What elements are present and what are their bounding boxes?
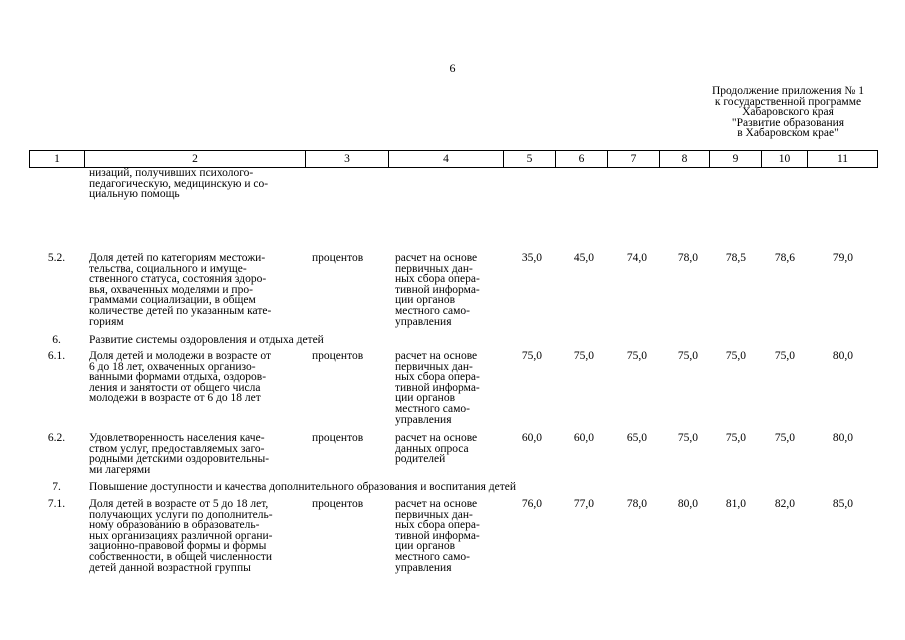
row-number: 6.1. [47,350,66,362]
text-line: детей данной возрастной группы [89,561,251,574]
row-number: 5.2. [47,252,66,264]
text-line: получающих услуги по дополнитель- [89,508,273,521]
unit: процентов [312,252,364,264]
column-number-cell: 3 [306,151,389,168]
calculation-method [395,499,505,573]
value-cell: 81,0 [725,498,746,510]
text-line: местного само- [395,402,470,415]
value-cell: 78,0 [626,498,647,510]
column-number-cell: 10 [762,151,808,168]
column-number-cell: 2 [85,151,306,168]
value-cell: 80,0 [832,350,853,362]
header-note-line: Хабаровского края [742,106,834,118]
section-number: 7. [52,481,61,493]
text-line: ванными формами отдыха, оздоров- [89,371,267,384]
section-number: 6. [52,334,61,346]
value-cell: 78,5 [725,252,746,264]
value-cell: 75,0 [626,350,647,362]
value-cell: 74,0 [626,252,647,264]
text-line: тивной информа- [395,529,480,542]
value-cell: 80,0 [677,498,698,510]
column-number-cell: 4 [389,151,504,168]
text-line: низаций, получивших психолого- [89,167,254,179]
text-line: Доля детей по категориям местожи- [89,252,266,264]
appendix-header-note [688,86,888,139]
header-note-line: в Хабаровском крае" [737,127,839,139]
indicator-name [89,351,299,404]
text-line: ции органов [395,540,455,553]
column-number-cell: 5 [504,151,556,168]
unit: процентов [312,350,364,362]
indicator-name [89,433,299,475]
page-number: 6 [449,61,456,75]
value-cell: 75,0 [774,432,795,444]
text-line: гориям [89,315,124,328]
text-line: Удовлетворенность населения каче- [89,432,265,444]
column-number-cell: 6 [556,151,608,168]
text-line: ции органов [395,392,455,405]
text-line: граммами социализации, в общем [89,294,256,307]
value-cell: 82,0 [774,498,795,510]
text-line: 6 до 18 лет, охваченных организо- [89,360,256,373]
text-line: вья, охваченных моделями и про- [89,283,253,296]
text-line: первичных дан- [395,262,473,275]
text-line: циальную помощь [89,188,180,201]
text-line: управления [395,315,452,328]
value-cell: 80,0 [832,432,853,444]
text-line: собственности, в общей численности [89,550,273,563]
column-number-cell: 8 [660,151,710,168]
indicator-name [89,253,299,327]
indicator-name [89,499,299,573]
header-note-line: "Развитие образования [731,116,845,129]
text-line: местного само- [395,550,470,563]
column-number-cell: 9 [710,151,762,168]
value-cell: 85,0 [832,498,853,510]
text-line: первичных дан- [395,508,473,521]
text-line: ственного статуса, состояния здоро- [89,273,267,286]
text-line: тивной информа- [395,381,480,394]
text-line: местного само- [395,304,470,317]
text-line: расчет на основе [395,350,478,362]
value-cell: 65,0 [626,432,647,444]
text-line: молодежи в возрасте от 6 до 18 лет [89,392,261,405]
calculation-method [395,433,505,465]
text-line: ных сбора опера- [395,519,480,532]
text-line: Доля детей в возрасте от 5 до 18 лет, [89,498,269,510]
value-cell: 75,0 [521,350,542,362]
text-line: зационно-правовой формы и формы [89,540,267,553]
value-cell: 76,0 [521,498,542,510]
column-number-cell: 7 [608,151,660,168]
text-line: расчет на основе [395,498,478,510]
header-note-line: Продолжение приложения № 1 [711,85,865,97]
text-line: тивной информа- [395,283,480,296]
text-line: Доля детей и молодежи в возрасте от [89,350,271,362]
value-cell: 75,0 [774,350,795,362]
text-line: педагогическую, медицинскую и со- [89,177,269,190]
value-cell: 75,0 [677,350,698,362]
text-line: управления [395,561,452,574]
text-line: ции органов [395,294,455,307]
row-number: 6.2. [47,432,66,444]
column-number-cell: 11 [808,151,878,168]
value-cell: 78,6 [774,252,795,264]
calculation-method [395,253,505,327]
value-cell: 45,0 [573,252,594,264]
text-line: ми лагерями [89,463,151,476]
text-line: количестве детей по указанным кате- [89,304,272,317]
column-number-cell: 1 [30,151,85,168]
text-line: ному образованию в образователь- [89,519,260,532]
section-title: Повышение доступности и качества дополнительного образования и воспитания детей [89,481,517,493]
text-line: ством услуг, предоставляемых заго- [89,442,265,455]
calculation-method [395,351,505,425]
text-line: ных организациях различной органи- [89,529,273,542]
value-cell: 60,0 [521,432,542,444]
unit: процентов [312,432,364,444]
text-line: расчет на основе [395,252,478,264]
value-cell: 35,0 [521,252,542,264]
text-line: родными детскими оздоровительны- [89,453,270,466]
text-line: расчет на основе [395,432,478,444]
value-cell: 75,0 [725,432,746,444]
text-line: ления и занятости от общего числа [89,381,261,394]
value-cell: 60,0 [573,432,594,444]
text-line: данных опроса [395,442,469,455]
text-line: родителей [395,453,446,466]
value-cell: 77,0 [573,498,594,510]
value-cell: 75,0 [725,350,746,362]
value-cell: 75,0 [677,432,698,444]
value-cell: 79,0 [832,252,853,264]
header-note-line: к государственной программе [714,95,862,108]
value-cell: 78,0 [677,252,698,264]
value-cell: 75,0 [573,350,594,362]
unit: процентов [312,498,364,510]
text-line: управления [395,413,452,426]
text-line: первичных дан- [395,360,473,373]
text-line: ных сбора опера- [395,371,480,384]
row-number: 7.1. [47,498,66,510]
continuation-text [89,168,299,200]
column-number-header [29,150,878,168]
text-line: тельства, социального и имуще- [89,262,247,275]
text-line: ных сбора опера- [395,273,480,286]
section-title: Развитие системы оздоровления и отдыха детей [89,334,324,346]
